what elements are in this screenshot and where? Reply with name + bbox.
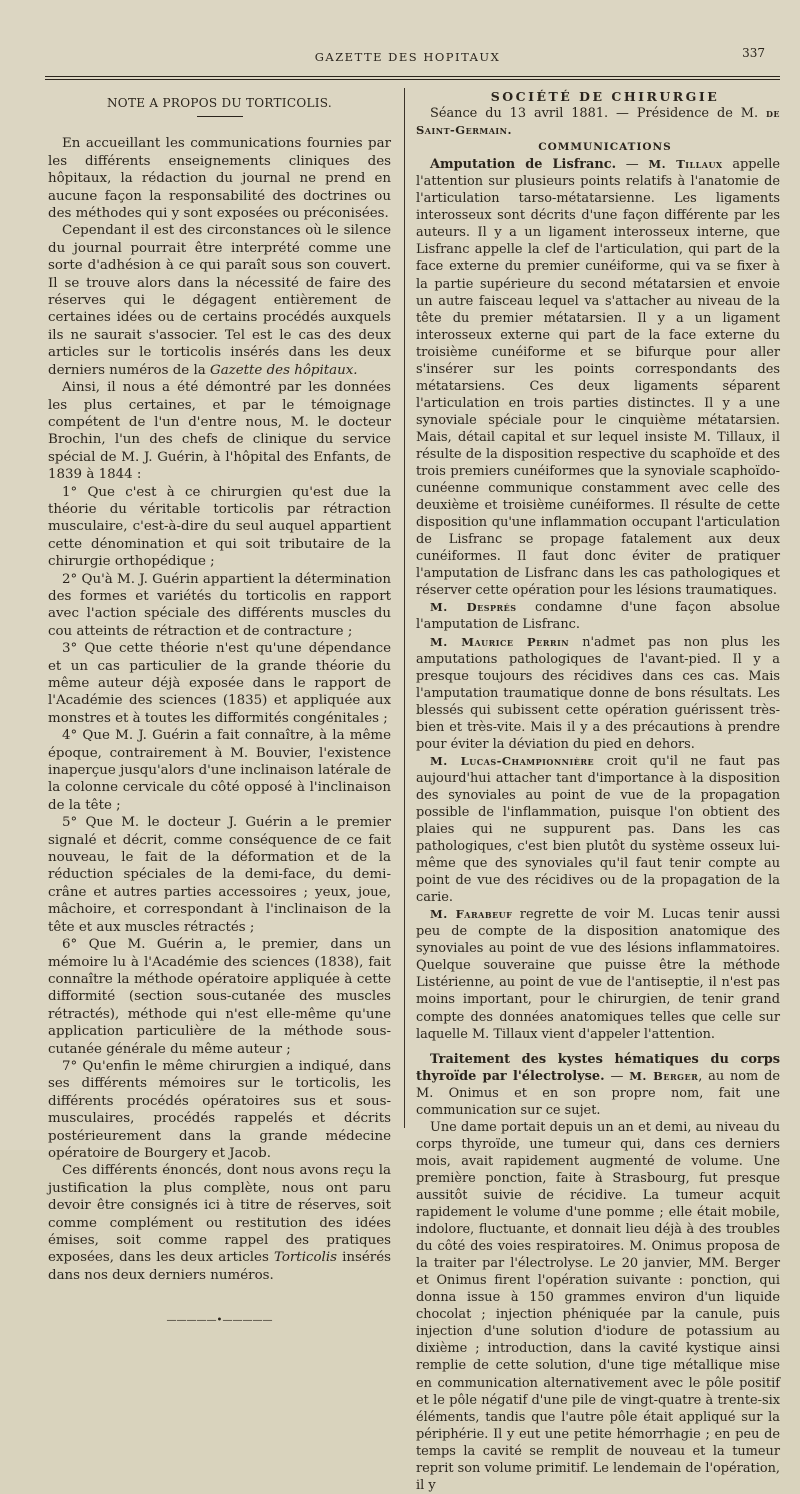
paragraph-text: appelle l'attention sur plusieurs points relatifs à l'anatomie de l'articulation tarso-métatarsienne. Les ligaments interosseux sont décrits d'une façon différente par les auteurs. Il y a un ligament interosseux interne, que Lisfranc appelle la clef de l'articulation, qui part de la face externe du premier cunéiforme, qui va se fixer à la partie supérieure du second métatarsien et envoie un autre faisceau lequel va s'attacher au niveau de la tête du premier métatarsien. Il y a un ligament interosseux externe qui part de la face externe du troisième cunéiforme et se bifurque pour aller s'insérer sur les points correspondants des métatarsiens. Ces deux ligaments séparent l'articulation en trois parties distinctes. Il y a une synoviale spéciale pour le cinquième métatarsien. Mais, détail capital et sur lequel insiste M. Tillaux, il résulte de la disposition respective du scaphoïde et des trois premiers cunéiformes que la synoviale scaphoïdo-cunéenne communique constamment avec celle des deuxième et troisième cunéiformes. Il résulte de cette disposition qu'une inflammation occupant l'articulation de Lisfranc se propage fatalement aux deux cunéiformes. Il faut donc éviter de pratiquer l'amputation de Lisfranc dans les cas pathologiques et réserver cette opération pour les lésions traumatiques. — [416, 157, 781, 599]
paragraph-text: regrette de voir M. Lucas tenir aussi peu de compte de la disposition anatomique des synoviales au point de vue des lésions inflammatoires. Quelque souveraine que puisse être la méthode Listérienne, au point de vue de l'antiseptie, il n'est pas moins important, pour le chirurgien, de tenir grand compte des données anatomiques telles que celle sur laquelle M. Tillaux vient d'appeler l'attention. — [416, 907, 780, 1042]
title-rule — [197, 116, 243, 117]
dash: — — [616, 157, 649, 173]
column-divider — [404, 88, 405, 1128]
paragraph — [416, 634, 780, 753]
paragraph — [416, 753, 780, 906]
paragraph-text: Ces différents énoncés, dont nous avons reçu la justification la plus complète, nous ont paru devoir être consignés ici à titre de réserves, soit comme complément ou restitution des idées émises, soit comme rappel des pratiques exposées, dans les deux articles — [48, 1163, 391, 1266]
right-column — [416, 88, 780, 1494]
gazette-ref: Gazette des hôpitaux. — [210, 362, 358, 378]
kystes-title: Traitement des kystes hématiques du corps thyroïde par l'électrolyse. — [416, 1051, 780, 1084]
speaker-name: M. Farabeuf — [430, 907, 513, 922]
paragraph — [416, 906, 780, 1042]
paragraph: 7° Qu'enfin le même chirurgien a indiqué, dans ses différents mémoires sur le torticolis, les différents procédés opératoires sus et sous-musculaires, procédés rappelés et décrits postérieurement dans la grande médecine opératoire de Bourgery et Jacob. — [48, 1058, 391, 1161]
paragraph-text: n'admet pas non plus les amputations pathologiques de l'avant-pied. Il y a presque toujours des récidives dans ces cas. Mais l'amputation traumatique donne de bons résultats. Les blessés qui subissent cette opération guérissent très-bien et très-vite. Mais il y a des précautions à prendre pour éviter la déviation du pied en dehors. — [416, 634, 780, 752]
paragraph: Une dame portait depuis un an et demi, au niveau du corps thyroïde, une tumeur qui, dans ces derniers mois, avait rapidement augmenté de volume. Une première ponction, faite à Strasbourg, fut presque aussitôt suivie de récidive. La tumeur acquit rapidement le volume d'une pomme ; elle était mobile, indolore, fluctuante, et donnait lieu déjà à des troubles du côté des voies respiratoires. M. Onimus proposa de la traiter par l'électrolyse. Le 20 janvier, MM. Berger et Onimus firent l'opération suivante : ponction, qui donna issue à 150 grammes environ d'un liquide chocolat ; injection phéniquée par la canule, puis injection d'une solution d'iodure de potassium au dixième ; introduction, dans la cavité kystique ainsi remplie de cette solution, d'une tige métallique mise en communication alternativement avec le pôle positif et le pôle négatif d'une pile de vingt-quatre à trente-six éléments, tandis que l'autre pôle était appliqué sur la périphérie. Il y eut une petite hémorrhagie ; en peu de temps la cavité se remplit de nouveau et la tumeur reprit son volume primitif. Le lendemain de l'opération, il y — [416, 1119, 780, 1493]
page-header — [40, 46, 775, 68]
paragraph: 3° Que cette théorie n'est qu'une dépendance et un cas particulier de la grande théorie du même auteur déjà exposée dans le rapport de l'Académie des sciences (1835) et appliquée aux monstres et à toutes les difformités congénitales ; — [48, 641, 391, 726]
journal-title: GAZETTE DES HOPITAUX — [314, 50, 501, 64]
paragraph-text: croit qu'il ne faut pas aujourd'hui attacher tant d'importance à la disposition des synoviales au point de vue de la propagation possible de l'inflammation, puisque l'on obtient des plaies qui ne suppurent pas. Dans les cas pathologiques, c'est bien plutôt du système osseux lui-même que des synoviales qu'il faut tenir compte au point de vue des récidives ou de la propagation de la carie. — [416, 753, 781, 906]
paragraph-text: insérés dans nos deux derniers numéros. — [48, 1250, 391, 1283]
end-ornament: —————•————— — [166, 1315, 273, 1327]
paragraph — [48, 222, 391, 379]
paragraph-text: , au nom de M. Onimus et en son propre nom, fait une communication sur ce sujet. — [416, 1068, 780, 1118]
paragraph: 5° Que M. le docteur J. Guérin a le premier signalé et décrit, comme conséquence de ce fait nouveau, le fait de la déformation et de la réduction spéciales de la demi-face, du demi-crâne et autres parties accessoires ; yeux, joue, mâchoire, et correspondant à l'inclinaison de la tête et aux muscles rétractés ; — [48, 815, 391, 935]
speaker-name: M. Maurice Perrin — [430, 634, 570, 649]
speaker-name: M. Berger — [629, 1068, 699, 1083]
societe-title: SOCIÉTÉ DE CHIRURGIE — [490, 89, 720, 104]
speaker-name: M. Tillaux — [648, 157, 723, 172]
paragraph — [416, 599, 780, 633]
paragraph: En accueillant les communications fournies par les différents enseignements cliniques des hôpitaux, la rédaction du journal ne prend en aucune façon la responsabilité des doctrines ou des méthodes qui y sont exposées ou préconisées. — [48, 136, 391, 222]
page-number: 337 — [742, 46, 765, 60]
amputation-title: Amputation de Lisfranc. — [430, 157, 617, 173]
paragraph — [48, 1162, 391, 1284]
dash: — — [604, 1068, 630, 1084]
paragraph — [416, 156, 780, 599]
president-name: de Saint-Germain. — [416, 106, 780, 138]
header-rule — [45, 76, 780, 80]
paragraph: 1° Que c'est à ce chirurgien qu'est due la théorie du véritable torticolis par rétraction musculaire, c'est-à-dire du seul auquel appartient cette dénomination et qui soit tributaire de la chirurgie orthopédique ; — [48, 484, 391, 570]
paragraph: 2° Qu'à M. J. Guérin appartient la détermination des formes et variétés du torticolis en rapport avec l'action spéciale des différents muscles du cou atteints de rétraction et de contracture ; — [48, 571, 391, 639]
communications-heading: COMMUNICATIONS — [538, 141, 672, 154]
speaker-name: M. Lucas-Championnière — [430, 753, 595, 768]
paragraph: 4° Que M. J. Guérin a fait connaître, à la même époque, contrairement à M. Bouvier, l'existence inaperçue jusqu'alors d'une inclinaison latérale de la colonne cervicale du côté opposé à l'inclinaison de la tête ; — [48, 728, 391, 813]
paragraph: 6° Que M. Guérin a, le premier, dans un mémoire lu à l'Académie des sciences (1838), fait connaître la méthode opératoire appliquée à cette difformité (section sous-cutanée des muscles rétractés), méthode qui n'est elle-même qu'une application particulière de la méthode sous-cutanée générale du même auteur ; — [48, 937, 391, 1057]
paragraph: Ainsi, il nous a été démontré par les données les plus certaines, et par le témoignage compétent de l'un d'entre nous, M. le docteur Brochin, l'un des chefs de clinique du service spécial de M. J. Guérin, à l'hôpital des Enfants, de 1839 à 1844 : — [48, 380, 391, 483]
spacer — [416, 1043, 780, 1051]
torticolis-ref: Torticolis — [273, 1250, 337, 1266]
paragraph — [416, 1051, 780, 1119]
paragraph-text: condamne d'une façon absolue l'amputation de Lisfranc. — [416, 600, 781, 633]
left-column — [48, 95, 391, 1330]
paragraph-text: Cependant il est des circonstances où le silence du journal pourrait être interprété comme une sorte d'adhésion à ce qui paraît sous son couvert. Il se trouve alors dans la nécessité de faire des réserves qui le dégagent entièrement de certaines idées ou de certains procédés auxquels ils ne saurait s'associer. Tel est le cas des deux articles sur le torticolis insérés dans les deux derniers numéros de la — [48, 223, 391, 378]
torticolis-note-title: NOTE A PROPOS DU TORTICOLIS. — [107, 96, 332, 110]
speaker-name: M. Després — [430, 600, 517, 615]
session-line — [416, 105, 780, 139]
session-text: Séance du 13 avril 1881. — Présidence de M. — [430, 106, 766, 122]
